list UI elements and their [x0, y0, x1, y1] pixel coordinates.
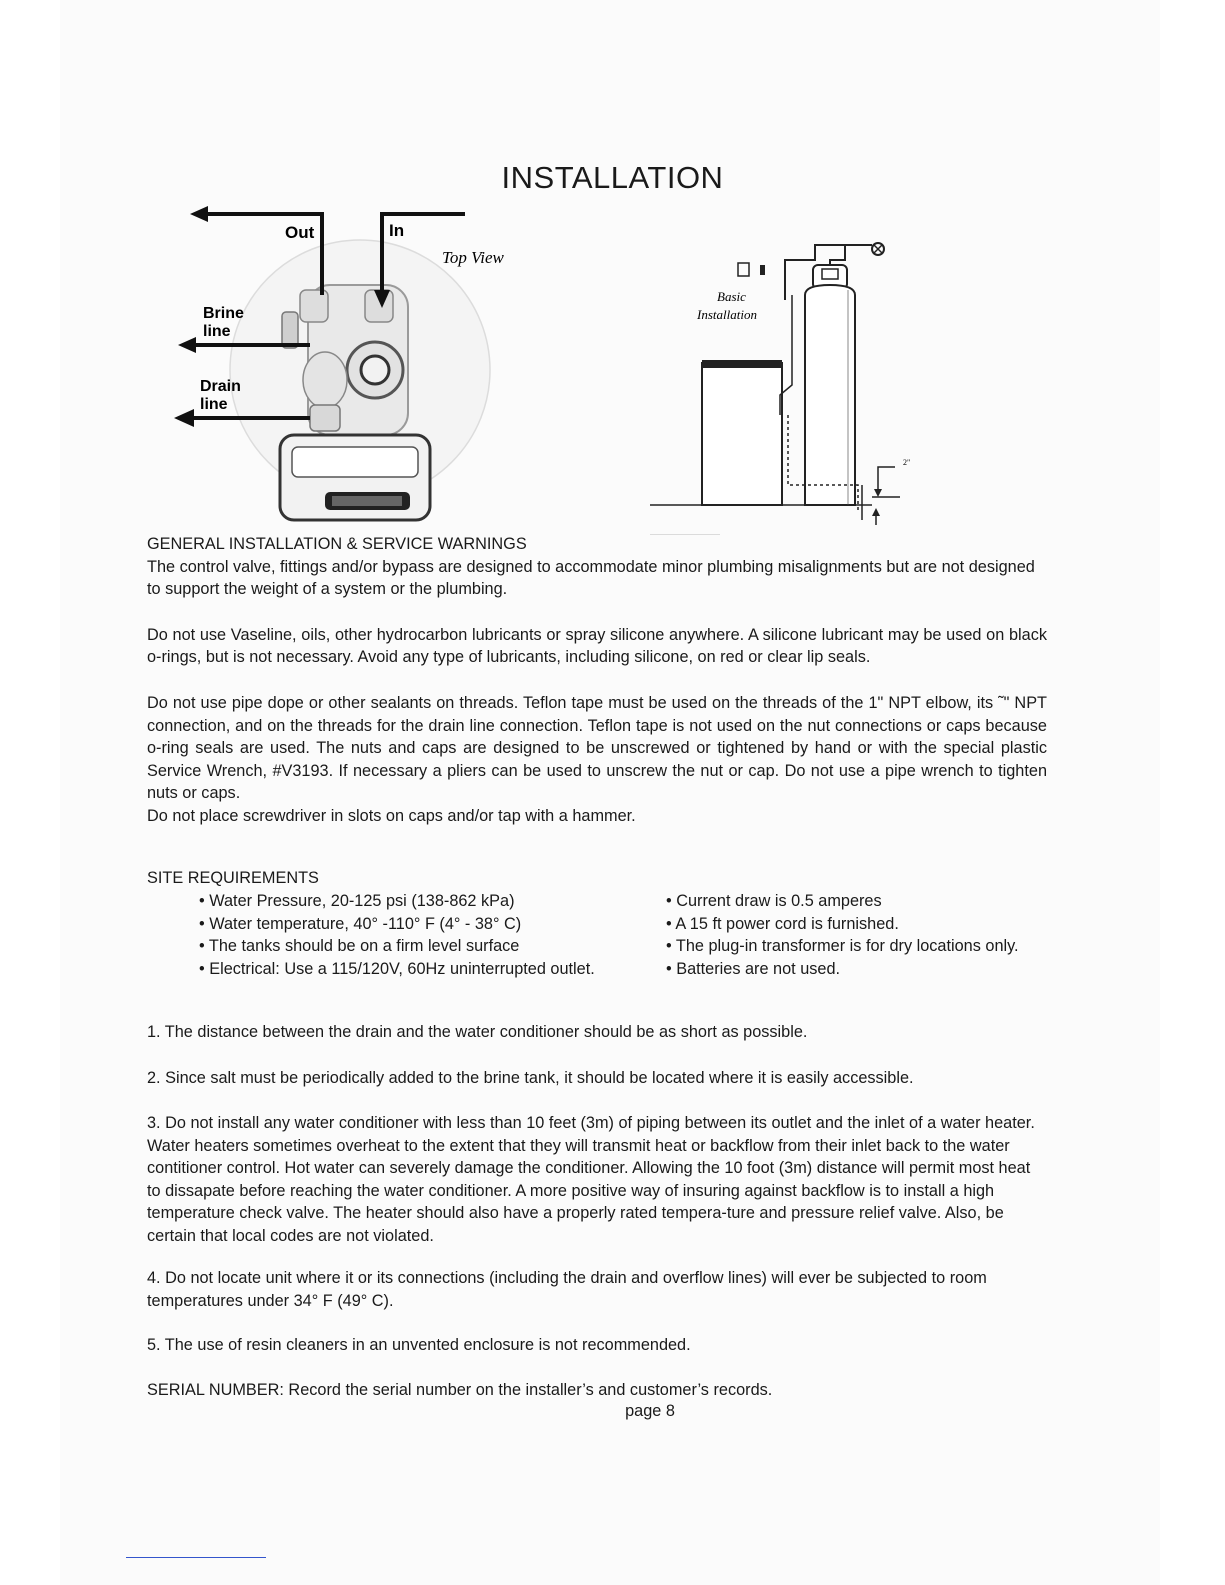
list-item: • A 15 ft power cord is furnished.: [666, 914, 899, 933]
drain-label-line1: Drain: [200, 378, 241, 395]
valve-top-view-figure: [160, 200, 540, 530]
basic-installation-illustration: [640, 235, 930, 535]
warnings-para-1: The control valve, fittings and/or bypass are designed to accommodate minor plumbing misalignments but are not designed to support the weight of a system or the plumbing.: [147, 557, 1035, 599]
list-item: • The tanks should be on a firm level surface: [199, 937, 520, 956]
step-2: 2. Since salt must be periodically added to the brine tank, it should be located where it is easily accessible.: [147, 1069, 914, 1087]
list-item: • Water temperature, 40° -110° F (4° - 38° C): [199, 914, 522, 933]
brine-label-line2: line: [203, 323, 231, 340]
list-item: • Water Pressure, 20-125 psi (138-862 kPa): [199, 892, 515, 910]
basic-caption-line1: Basic: [717, 289, 746, 304]
step-3: 3. Do not install any water conditioner with less than 10 feet (3m) of piping between its outlet and the inlet of a water heater. Water heaters sometimes overheat to the extent that they will transmit heat or backflow from their inlet back to the water contitioner control. Hot water can severely damage the conditioner. Allowing the 10 foot (3m) distance will permit most heat to dissapate before reaching the water conditioner. A more positive way of insuring against backflow is to install a high temperature check valve. The heater should also have a properly rated tempera-ture and pressure relief valve. Also, be certain that local codes are not violated.: [147, 1114, 1035, 1245]
warnings-para-4: Do not place screwdriver in slots on caps and/or tap with a hammer.: [147, 806, 636, 825]
warnings-section: [147, 533, 1047, 828]
list-item: • Electrical: Use a 115/120V, 60Hz uninterrupted outlet.: [199, 959, 595, 978]
bottom-link-underline: [126, 1557, 266, 1558]
page-title: INSTALLATION: [501, 160, 724, 195]
page-number: page 8: [625, 1402, 675, 1420]
list-item: • Current draw is 0.5 amperes: [666, 892, 882, 910]
out-label: Out: [285, 223, 315, 242]
basic-installation-figure: [640, 235, 930, 535]
list-item: • The plug-in transformer is for dry locations only.: [666, 937, 1019, 956]
warnings-heading: GENERAL INSTALLATION & SERVICE WARNINGS: [147, 535, 527, 553]
serial-number-note: SERIAL NUMBER: Record the serial number on the installer’s and customer’s records.: [147, 1381, 773, 1399]
site-requirements-right-list: [666, 890, 1019, 980]
step-1: 1. The distance between the drain and the water conditioner should be as short as possible.: [147, 1023, 808, 1041]
list-item: • Batteries are not used.: [666, 959, 841, 978]
site-requirements-heading: SITE REQUIREMENTS: [147, 869, 319, 887]
airgap-dimension-label: 2": [903, 458, 911, 467]
warnings-para-3: Do not use pipe dope or other sealants on threads. Teflon tape must be used on the threads of the 1" NPT elbow, its ˜" NPT connection, and on the threads for the drain line connection. Teflon tape is not used on the nut connections or caps because o-ring seals are used. The nuts and caps are designed to be unscrewed or tightened by hand or with the special plastic Service Wrench, #V3193. If necessary a pliers can be used to unscrew the nut or cap. Do not use a pipe wrench to tighten nuts or caps.: [147, 693, 1047, 803]
drain-label-line2: line: [200, 396, 228, 413]
step-4: 4. Do not locate unit where it or its connections (including the drain and overflow lines) will ever be subjected to room temperatures under 34° F (49° C).: [147, 1269, 987, 1310]
valve-illustration: [160, 200, 540, 530]
site-requirements-left-list: [199, 890, 595, 980]
step-5: 5. The use of resin cleaners in an unvented enclosure is not recommended.: [147, 1336, 691, 1354]
in-label: In: [389, 221, 405, 240]
brine-label-line1: Brine: [203, 305, 244, 322]
top-view-caption: Top View: [442, 248, 504, 267]
basic-caption-line2: Installation: [697, 307, 757, 322]
warnings-para-2: Do not use Vaseline, oils, other hydrocarbon lubricants or spray silicone anywhere. A silicone lubricant may be used on black o-rings, but is not necessary. Avoid any type of lubricants, including silicone, on red or clear lip seals.: [147, 625, 1047, 667]
